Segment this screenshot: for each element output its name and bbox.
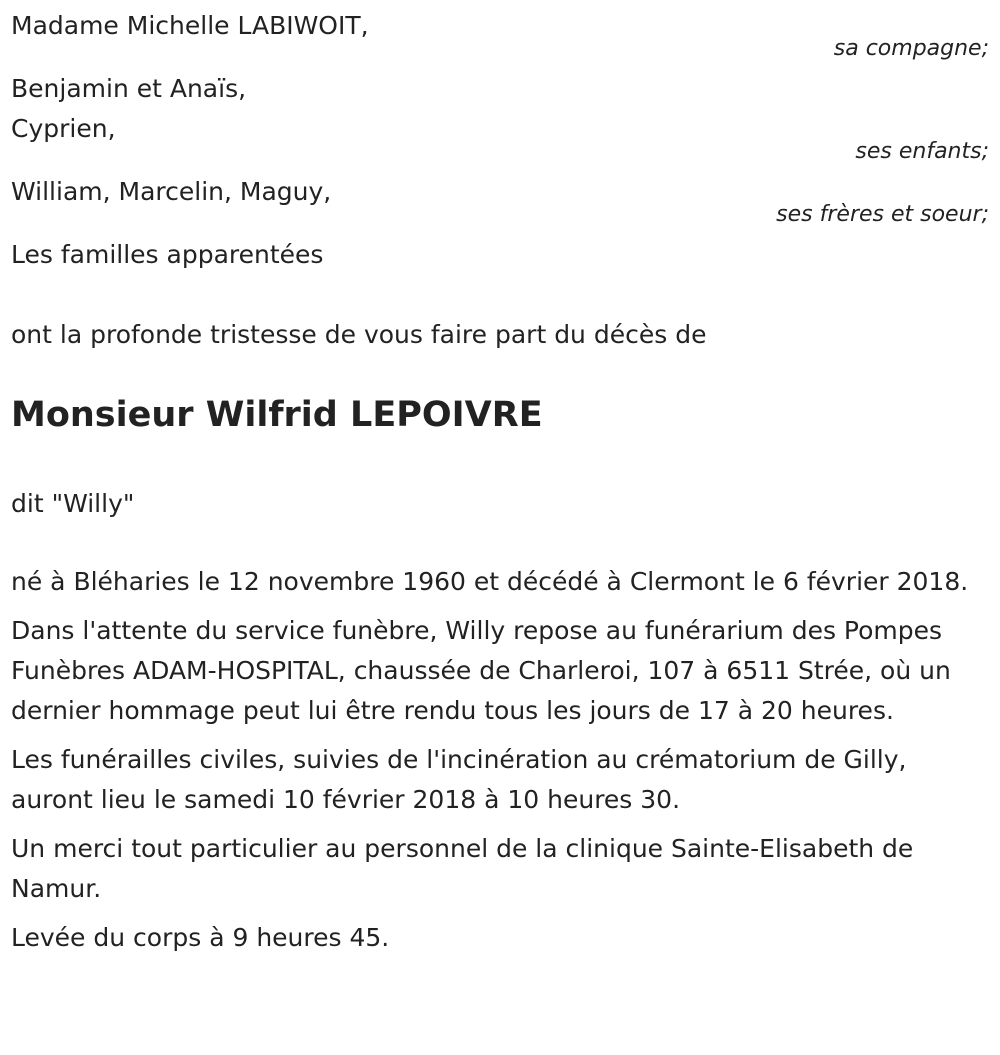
deceased-nickname: dit "Willy" — [11, 489, 135, 518]
children-role: ses enfants; — [855, 139, 989, 164]
funeral-paragraph: Les funérailles civiles, suivies de l'incinération au crématorium de Gilly, auront lieu le samedi 10 février 2018 à 10 heures 30. — [11, 745, 907, 814]
announcement-line: ont la profonde tristesse de vous faire part du décès de — [11, 320, 707, 349]
siblings-role: ses frères et soeur; — [776, 202, 989, 227]
partner-name: Madame Michelle LABIWOIT, — [11, 11, 369, 40]
levee-paragraph: Levée du corps à 9 heures 45. — [11, 923, 390, 952]
relatives-line: Les familles apparentées — [11, 240, 324, 269]
siblings-names: William, Marcelin, Maguy, — [11, 177, 332, 206]
children-names-2: Cyprien, — [11, 114, 116, 143]
funerarium-paragraph: Dans l'attente du service funèbre, Willy repose au funérarium des Pompes Funèbres ADAM-HOSPITAL, chaussée de Charleroi, 107 à 6511 Strée, où un dernier hommage peut lui être rendu tous les jours de 17 à 20 heures. — [11, 616, 951, 725]
thanks-paragraph: Un merci tout particulier au personnel de la clinique Sainte-Elisabeth de Namur. — [11, 834, 914, 903]
children-names-1: Benjamin et Anaïs, — [11, 74, 247, 103]
birth-death-paragraph: né à Bléharies le 12 novembre 1960 et décédé à Clermont le 6 février 2018. — [11, 567, 969, 596]
partner-role: sa compagne; — [833, 36, 989, 61]
deceased-name: Monsieur Wilfrid LEPOIVRE — [11, 395, 543, 435]
